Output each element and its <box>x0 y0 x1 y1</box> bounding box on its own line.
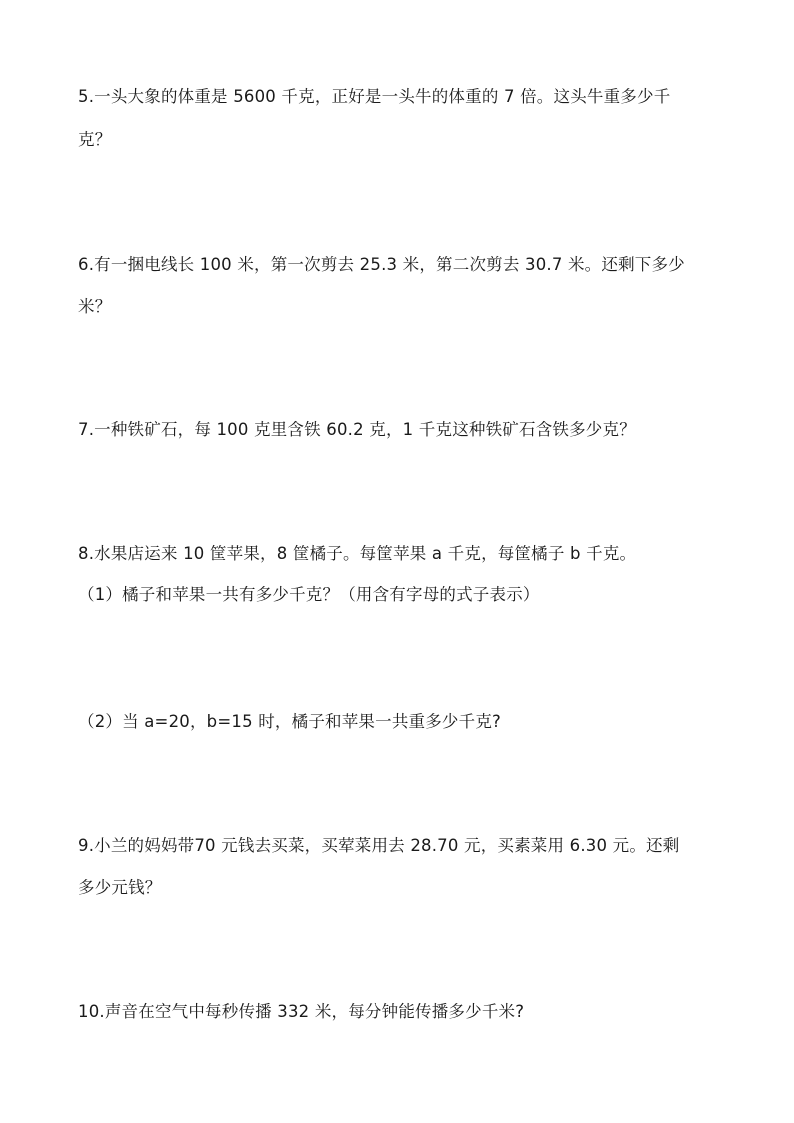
question-5-line-1: 5.一头大象的体重是 5600 千克，正好是一头牛的体重的 7 倍。这头牛重多少千 <box>78 87 671 106</box>
question-8-line-1: 8.水果店运来 10 筐苹果，8 筐橘子。每筐苹果 a 千克，每筐橘子 b 千克。 <box>78 544 637 563</box>
question-9-line-1: 9.小兰的妈妈带70 元钱去买菜，买荤菜用去 28.70 元，买素菜用 6.30 元。还剩 <box>78 836 680 855</box>
question-8-part-2: （2）当 a=20，b=15 时，橘子和苹果一共重多少千克? <box>78 712 501 731</box>
question-10-line-1: 10.声音在空气中每秒传播 332 米，每分钟能传播多少千米? <box>78 1002 525 1021</box>
question-6-line-1: 6.有一捆电线长 100 米，第一次剪去 25.3 米，第二次剪去 30.7 米。还剩下多少 <box>78 255 685 274</box>
question-8-part-1: （1）橘子和苹果一共有多少千克？（用含有字母的式子表示） <box>78 585 540 604</box>
question-5-line-2: 克？ <box>78 130 112 149</box>
question-9-line-2: 多少元钱？ <box>78 878 162 897</box>
question-7-line-1: 7.一种铁矿石，每 100 克里含铁 60.2 克，1 千克这种铁矿石含铁多少克？ <box>78 420 636 439</box>
question-6-line-2: 米？ <box>78 297 112 316</box>
